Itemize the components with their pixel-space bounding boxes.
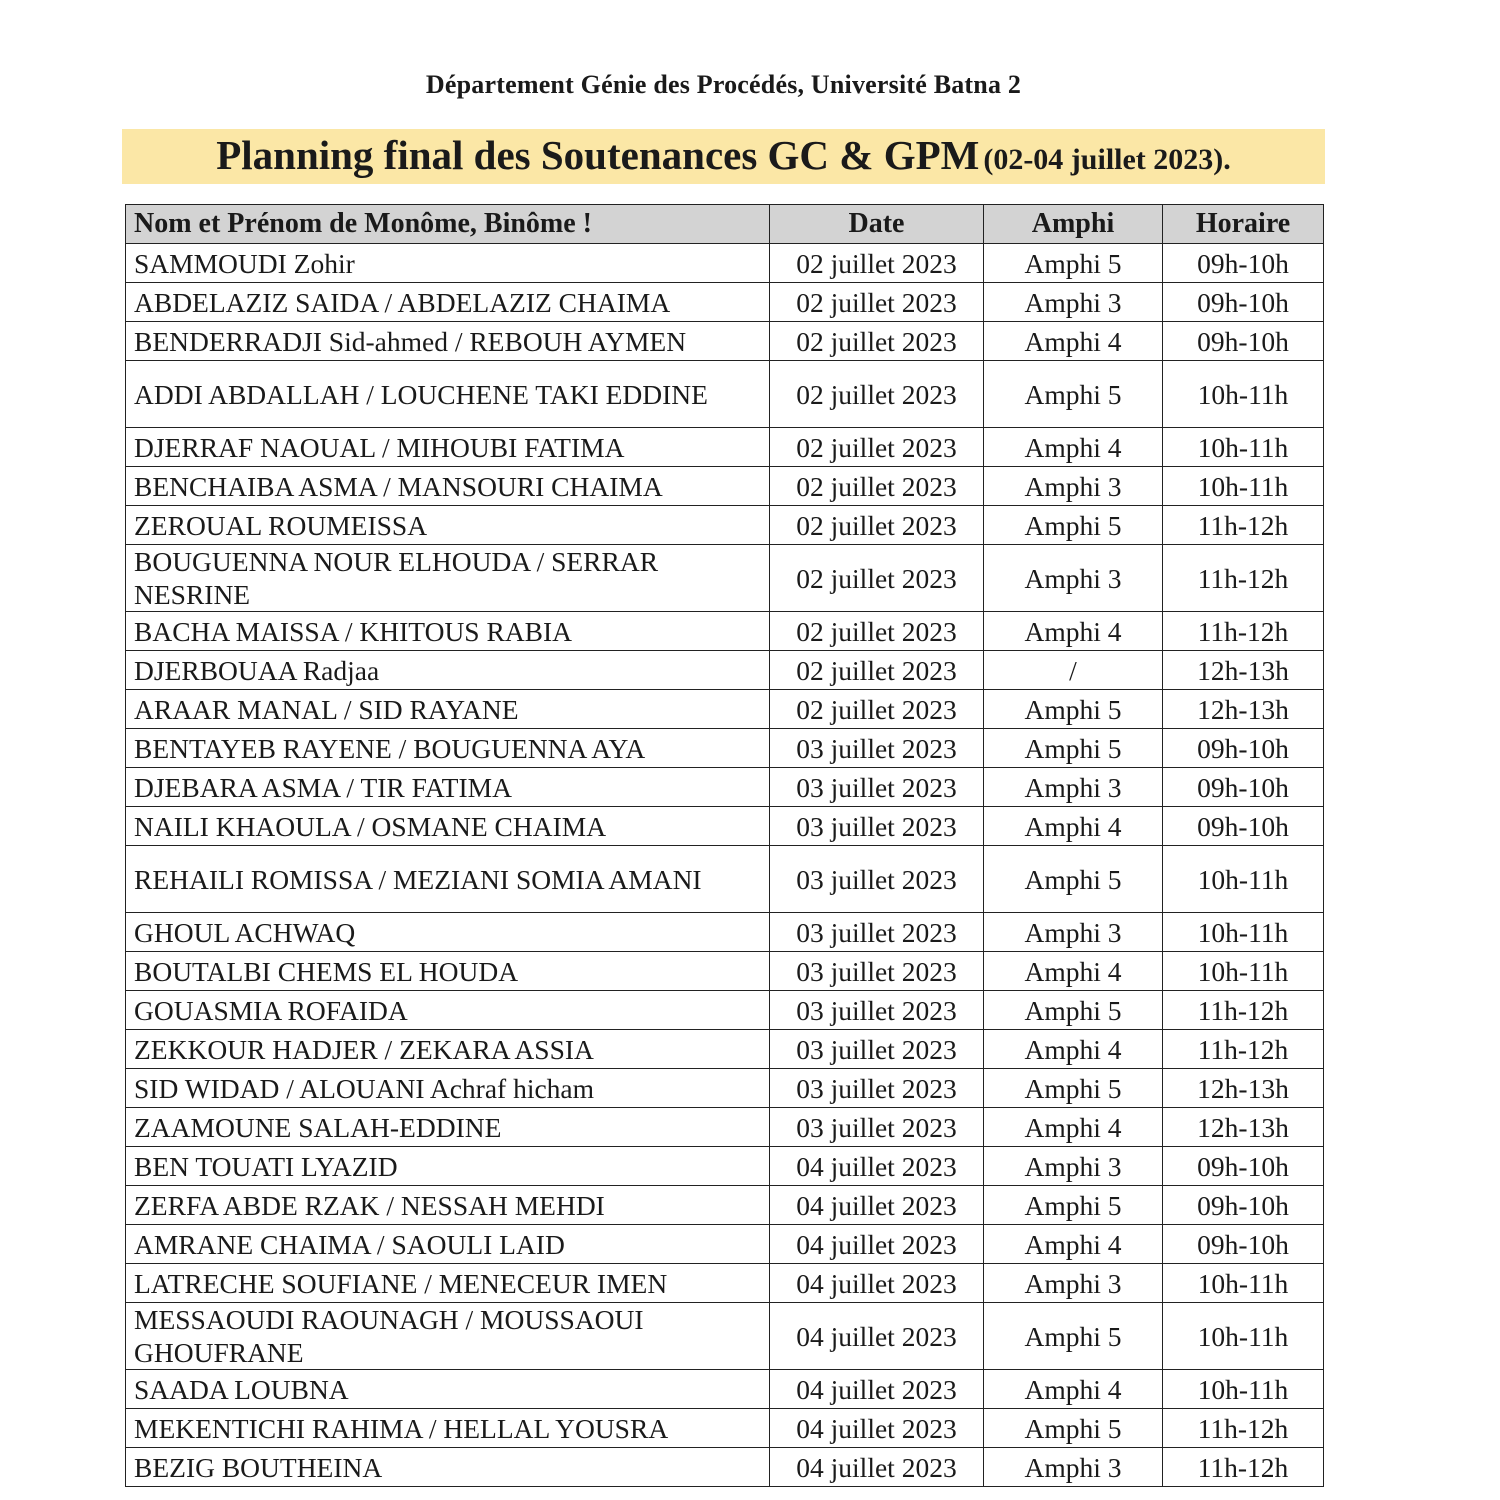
cell-date: 02 juillet 2023 xyxy=(770,690,984,729)
cell-horaire: 09h-10h xyxy=(1163,807,1324,846)
table-row xyxy=(126,913,1324,952)
cell-amphi: Amphi 5 xyxy=(984,361,1163,428)
cell-name: ARAAR MANAL / SID RAYANE xyxy=(126,690,770,729)
cell-name: NAILI KHAOULA / OSMANE CHAIMA xyxy=(126,807,770,846)
cell-name: BENTAYEB RAYENE / BOUGUENNA AYA xyxy=(126,729,770,768)
table-row xyxy=(126,1225,1324,1264)
column-header-horaire: Horaire xyxy=(1163,205,1324,244)
cell-amphi: Amphi 3 xyxy=(984,1147,1163,1186)
cell-amphi: Amphi 5 xyxy=(984,991,1163,1030)
cell-name: ZEROUAL ROUMEISSA xyxy=(126,506,770,545)
cell-amphi: Amphi 4 xyxy=(984,807,1163,846)
page-title: Planning final des Soutenances GC & GPM xyxy=(216,132,980,178)
cell-date: 02 juillet 2023 xyxy=(770,428,984,467)
cell-date: 03 juillet 2023 xyxy=(770,846,984,913)
cell-date: 02 juillet 2023 xyxy=(770,651,984,690)
table-row xyxy=(126,428,1324,467)
cell-date: 02 juillet 2023 xyxy=(770,322,984,361)
cell-date: 03 juillet 2023 xyxy=(770,991,984,1030)
cell-horaire: 10h-11h xyxy=(1163,467,1324,506)
cell-horaire: 10h-11h xyxy=(1163,1303,1324,1370)
cell-horaire: 11h-12h xyxy=(1163,506,1324,545)
table-row xyxy=(126,1108,1324,1147)
cell-horaire: 10h-11h xyxy=(1163,913,1324,952)
cell-horaire: 11h-12h xyxy=(1163,991,1324,1030)
cell-amphi: / xyxy=(984,651,1163,690)
cell-date: 04 juillet 2023 xyxy=(770,1303,984,1370)
cell-name: SID WIDAD / ALOUANI Achraf hicham xyxy=(126,1069,770,1108)
cell-amphi: Amphi 4 xyxy=(984,1108,1163,1147)
cell-horaire: 09h-10h xyxy=(1163,729,1324,768)
cell-amphi: Amphi 4 xyxy=(984,428,1163,467)
cell-name: AMRANE CHAIMA / SAOULI LAID xyxy=(126,1225,770,1264)
cell-horaire: 11h-12h xyxy=(1163,1448,1324,1487)
table-row xyxy=(126,1409,1324,1448)
cell-date: 02 juillet 2023 xyxy=(770,467,984,506)
table-row xyxy=(126,361,1324,428)
cell-date: 03 juillet 2023 xyxy=(770,1108,984,1147)
cell-amphi: Amphi 5 xyxy=(984,1069,1163,1108)
cell-date: 02 juillet 2023 xyxy=(770,506,984,545)
cell-name: BOUGUENNA NOUR ELHOUDA / SERRAR NESRINE xyxy=(126,545,770,612)
table-row xyxy=(126,1264,1324,1303)
cell-amphi: Amphi 5 xyxy=(984,1409,1163,1448)
cell-name: BOUTALBI CHEMS EL HOUDA xyxy=(126,952,770,991)
cell-date: 04 juillet 2023 xyxy=(770,1370,984,1409)
cell-name: DJERBOUAA Radjaa xyxy=(126,651,770,690)
cell-name: ADDI ABDALLAH / LOUCHENE TAKI EDDINE xyxy=(126,361,770,428)
cell-horaire: 09h-10h xyxy=(1163,244,1324,283)
table-row xyxy=(126,729,1324,768)
cell-name: BEZIG BOUTHEINA xyxy=(126,1448,770,1487)
cell-date: 04 juillet 2023 xyxy=(770,1409,984,1448)
cell-horaire: 09h-10h xyxy=(1163,1225,1324,1264)
cell-date: 03 juillet 2023 xyxy=(770,729,984,768)
cell-name: ABDELAZIZ SAIDA / ABDELAZIZ CHAIMA xyxy=(126,283,770,322)
cell-horaire: 12h-13h xyxy=(1163,690,1324,729)
cell-name: BACHA MAISSA / KHITOUS RABIA xyxy=(126,612,770,651)
cell-amphi: Amphi 3 xyxy=(984,545,1163,612)
cell-amphi: Amphi 5 xyxy=(984,690,1163,729)
cell-name: ZAAMOUNE SALAH-EDDINE xyxy=(126,1108,770,1147)
cell-date: 02 juillet 2023 xyxy=(770,283,984,322)
cell-name: ZERFA ABDE RZAK / NESSAH MEHDI xyxy=(126,1186,770,1225)
cell-horaire: 09h-10h xyxy=(1163,283,1324,322)
cell-name: GHOUL ACHWAQ xyxy=(126,913,770,952)
cell-amphi: Amphi 3 xyxy=(984,913,1163,952)
cell-date: 03 juillet 2023 xyxy=(770,807,984,846)
cell-date: 02 juillet 2023 xyxy=(770,612,984,651)
cell-name: MEKENTICHI RAHIMA / HELLAL YOUSRA xyxy=(126,1409,770,1448)
cell-horaire: 11h-12h xyxy=(1163,1409,1324,1448)
date-range: (02-04 juillet 2023). xyxy=(983,143,1231,176)
cell-name: MESSAOUDI RAOUNAGH / MOUSSAOUI GHOUFRANE xyxy=(126,1303,770,1370)
cell-name: SAMMOUDI Zohir xyxy=(126,244,770,283)
table-row xyxy=(126,1147,1324,1186)
cell-amphi: Amphi 5 xyxy=(984,1303,1163,1370)
table-row xyxy=(126,651,1324,690)
cell-amphi: Amphi 3 xyxy=(984,1448,1163,1487)
cell-date: 03 juillet 2023 xyxy=(770,1069,984,1108)
table-row xyxy=(126,1030,1324,1069)
cell-name: DJEBARA ASMA / TIR FATIMA xyxy=(126,768,770,807)
cell-amphi: Amphi 5 xyxy=(984,506,1163,545)
cell-horaire: 09h-10h xyxy=(1163,1147,1324,1186)
cell-horaire: 10h-11h xyxy=(1163,1370,1324,1409)
table-row xyxy=(126,991,1324,1030)
cell-date: 02 juillet 2023 xyxy=(770,244,984,283)
cell-amphi: Amphi 5 xyxy=(984,1186,1163,1225)
table-row xyxy=(126,244,1324,283)
column-header-name: Nom et Prénom de Monôme, Binôme ! xyxy=(126,205,770,244)
cell-amphi: Amphi 3 xyxy=(984,283,1163,322)
table-row xyxy=(126,322,1324,361)
cell-amphi: Amphi 5 xyxy=(984,846,1163,913)
cell-horaire: 10h-11h xyxy=(1163,428,1324,467)
table-row xyxy=(126,690,1324,729)
table-row xyxy=(126,1370,1324,1409)
cell-horaire: 12h-13h xyxy=(1163,1069,1324,1108)
cell-amphi: Amphi 3 xyxy=(984,467,1163,506)
table-row xyxy=(126,768,1324,807)
cell-horaire: 10h-11h xyxy=(1163,1264,1324,1303)
cell-horaire: 09h-10h xyxy=(1163,1186,1324,1225)
table-row xyxy=(126,846,1324,913)
cell-date: 03 juillet 2023 xyxy=(770,768,984,807)
table-row xyxy=(126,1448,1324,1487)
cell-name: REHAILI ROMISSA / MEZIANI SOMIA AMANI xyxy=(126,846,770,913)
cell-horaire: 09h-10h xyxy=(1163,322,1324,361)
title-banner xyxy=(122,129,1325,184)
table-row xyxy=(126,283,1324,322)
cell-amphi: Amphi 4 xyxy=(984,1225,1163,1264)
cell-date: 03 juillet 2023 xyxy=(770,952,984,991)
cell-amphi: Amphi 3 xyxy=(984,1264,1163,1303)
table-row xyxy=(126,1069,1324,1108)
cell-amphi: Amphi 5 xyxy=(984,244,1163,283)
cell-name: DJERRAF NAOUAL / MIHOUBI FATIMA xyxy=(126,428,770,467)
header-row xyxy=(126,205,1324,244)
cell-horaire: 12h-13h xyxy=(1163,651,1324,690)
cell-horaire: 10h-11h xyxy=(1163,952,1324,991)
cell-horaire: 09h-10h xyxy=(1163,768,1324,807)
cell-horaire: 10h-11h xyxy=(1163,361,1324,428)
schedule-table xyxy=(125,204,1324,1487)
cell-date: 03 juillet 2023 xyxy=(770,1030,984,1069)
cell-amphi: Amphi 3 xyxy=(984,768,1163,807)
cell-date: 04 juillet 2023 xyxy=(770,1225,984,1264)
cell-name: ZEKKOUR HADJER / ZEKARA ASSIA xyxy=(126,1030,770,1069)
cell-name: BEN TOUATI LYAZID xyxy=(126,1147,770,1186)
cell-horaire: 10h-11h xyxy=(1163,846,1324,913)
cell-amphi: Amphi 4 xyxy=(984,952,1163,991)
cell-amphi: Amphi 4 xyxy=(984,612,1163,651)
table-row xyxy=(126,545,1324,612)
cell-date: 04 juillet 2023 xyxy=(770,1186,984,1225)
cell-horaire: 11h-12h xyxy=(1163,545,1324,612)
table-row xyxy=(126,807,1324,846)
cell-date: 04 juillet 2023 xyxy=(770,1264,984,1303)
cell-date: 04 juillet 2023 xyxy=(770,1448,984,1487)
cell-name: SAADA LOUBNA xyxy=(126,1370,770,1409)
cell-horaire: 11h-12h xyxy=(1163,1030,1324,1069)
cell-date: 02 juillet 2023 xyxy=(770,545,984,612)
cell-amphi: Amphi 4 xyxy=(984,322,1163,361)
table-row xyxy=(126,612,1324,651)
table-row xyxy=(126,1303,1324,1370)
cell-date: 02 juillet 2023 xyxy=(770,361,984,428)
column-header-date: Date xyxy=(770,205,984,244)
column-header-amphi: Amphi xyxy=(984,205,1163,244)
cell-horaire: 12h-13h xyxy=(1163,1108,1324,1147)
table-row xyxy=(126,1186,1324,1225)
table-row xyxy=(126,952,1324,991)
cell-date: 03 juillet 2023 xyxy=(770,913,984,952)
department-heading: Département Génie des Procédés, Université Batna 2 xyxy=(425,70,1022,99)
cell-name: BENDERRADJI Sid-ahmed / REBOUH AYMEN xyxy=(126,322,770,361)
cell-amphi: Amphi 4 xyxy=(984,1370,1163,1409)
cell-name: BENCHAIBA ASMA / MANSOURI CHAIMA xyxy=(126,467,770,506)
table-row xyxy=(126,467,1324,506)
cell-name: LATRECHE SOUFIANE / MENECEUR IMEN xyxy=(126,1264,770,1303)
cell-amphi: Amphi 5 xyxy=(984,729,1163,768)
cell-horaire: 11h-12h xyxy=(1163,612,1324,651)
cell-name: GOUASMIA ROFAIDA xyxy=(126,991,770,1030)
cell-amphi: Amphi 4 xyxy=(984,1030,1163,1069)
cell-date: 04 juillet 2023 xyxy=(770,1147,984,1186)
table-row xyxy=(126,506,1324,545)
